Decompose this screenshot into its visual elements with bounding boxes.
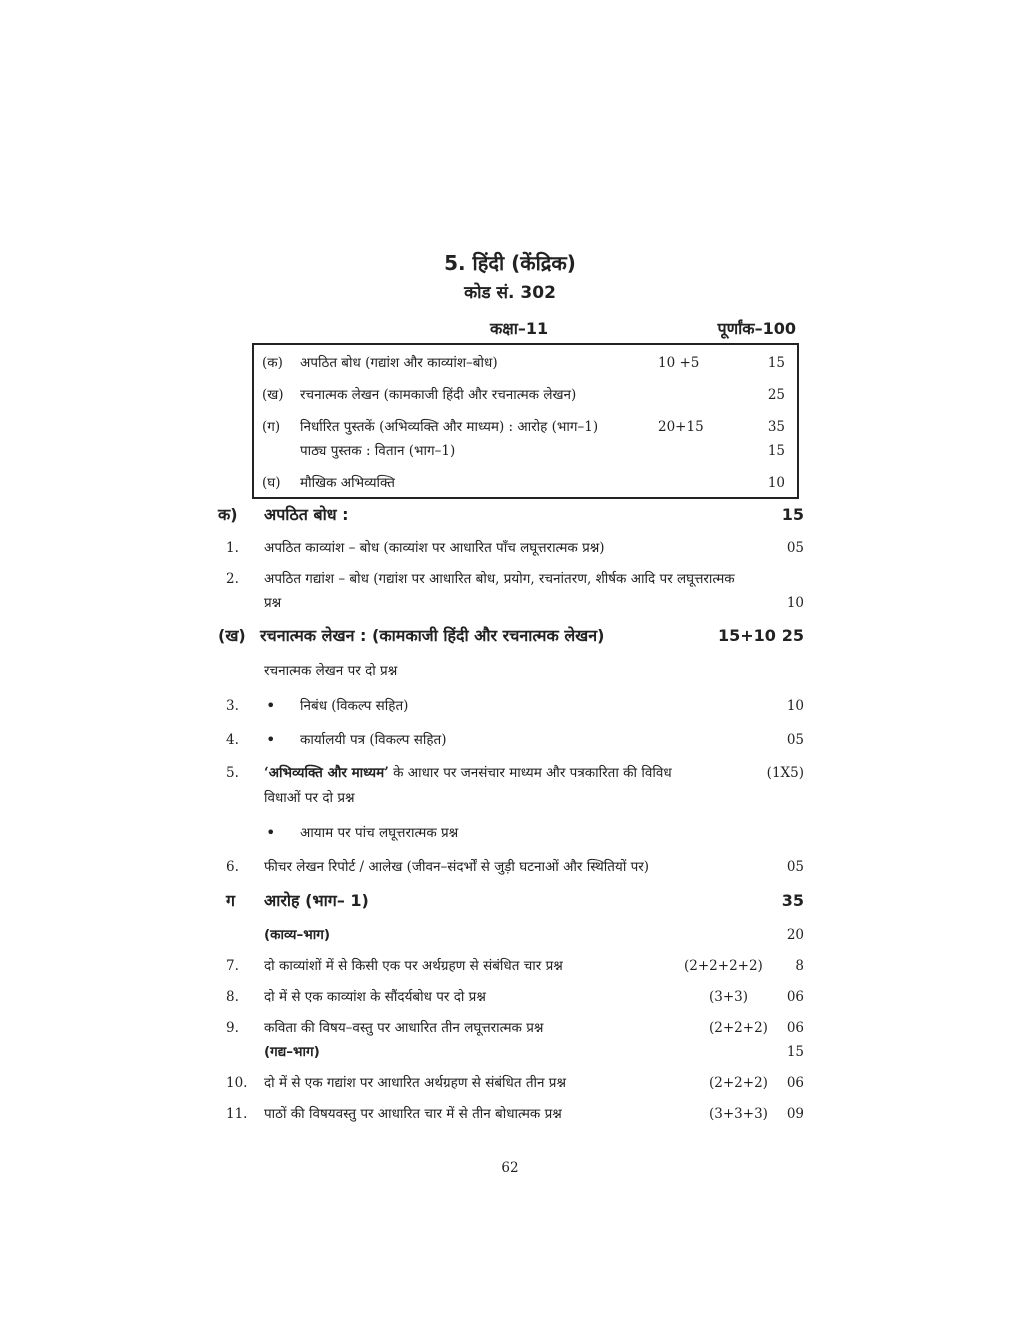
- section-label: ग: [226, 891, 236, 910]
- row-label: (ग): [262, 419, 281, 435]
- row-label: (क): [262, 355, 283, 371]
- row-text: रचनात्मक लेखन (कामकाजी हिंदी और रचनात्मक लेखन): [300, 387, 577, 403]
- q-num: 11.: [226, 1106, 248, 1122]
- section-marks: 25: [781, 626, 804, 645]
- row-marks: 10: [767, 475, 785, 491]
- q-marks: 8: [795, 958, 804, 974]
- q-marks: 06: [786, 989, 804, 1005]
- row-split: 20+15: [658, 419, 704, 435]
- q-num: 10.: [226, 1075, 248, 1091]
- summary-row: [0, 416, 1020, 438]
- q-marks: 09: [786, 1106, 804, 1122]
- total-marks: पूर्णांक–100: [717, 319, 796, 338]
- row-text: मौखिक अभिव्यक्ति: [300, 475, 395, 491]
- q-marks: 10: [786, 595, 804, 611]
- page-title: 5. हिंदी (केंद्रिक): [444, 251, 576, 275]
- q-marks: 06: [786, 1020, 804, 1036]
- q-num: 9.: [226, 1020, 239, 1036]
- q-text: दो में से एक काव्यांश के सौंदर्यबोध पर दो प्रश्न: [264, 989, 486, 1005]
- question-7: [0, 955, 1020, 977]
- question-2: [0, 568, 1020, 590]
- q-num: 6.: [226, 859, 239, 875]
- q-marks: 06: [786, 1075, 804, 1091]
- q-num: 5.: [226, 765, 239, 781]
- q-text: दो में से एक गद्यांश पर आधारित अर्थग्रहण से संबंधित तीन प्रश्न: [264, 1075, 567, 1091]
- summary-row: [0, 472, 1020, 494]
- q-text: फीचर लेखन रिपोर्ट / आलेख (जीवन–संदर्भों से जुड़ी घटनाओं और स्थितियों पर): [264, 859, 650, 875]
- q-bold-text: ‘अभिव्यक्ति और माध्यम’: [264, 765, 389, 781]
- row-marks: 15: [767, 355, 785, 371]
- row-label: (घ): [262, 475, 281, 491]
- row-text: निर्धारित पुस्तकें (अभिव्यक्ति और माध्यम) : आरोह (भाग–1): [300, 419, 599, 435]
- row-label: (ख): [262, 387, 284, 403]
- q-text: कविता की विषय–वस्तु पर आधारित तीन लघूत्तरात्मक प्रश्न: [264, 1020, 544, 1036]
- q-marks: 05: [786, 859, 804, 875]
- row-split: 10 +5: [658, 355, 700, 371]
- question-10: [0, 1072, 1020, 1094]
- q-num: 4.: [226, 732, 239, 748]
- section-label: (ख): [218, 626, 246, 645]
- q-text: निबंध (विकल्प सहित): [300, 698, 409, 714]
- q-marks: 05: [786, 732, 804, 748]
- q-split: (2+2+2+2): [684, 958, 763, 974]
- q-subpoint: आयाम पर पांच लघूत्तरात्मक प्रश्न: [300, 825, 459, 841]
- class-label: कक्षा–11: [490, 319, 549, 338]
- subsection-title: (गद्य–भाग): [264, 1044, 320, 1060]
- q-split: (2+2+2): [709, 1075, 768, 1091]
- q-text-cont: प्रश्न: [264, 595, 282, 611]
- summary-row: [0, 352, 1020, 374]
- row-marks: 25: [767, 387, 785, 403]
- q-split: (2+2+2): [709, 1020, 768, 1036]
- question-9: [0, 1017, 1020, 1039]
- q-num: 7.: [226, 958, 239, 974]
- section-marks: 35: [781, 891, 804, 910]
- row-marks: 15: [767, 443, 785, 459]
- q-text-cont: विधाओं पर दो प्रश्न: [264, 790, 355, 806]
- q-text: पाठों की विषयवस्तु पर आधारित चार में से तीन बोधात्मक प्रश्न: [264, 1106, 562, 1122]
- q-marks: 10: [786, 698, 804, 714]
- section-kha-heading: [0, 625, 1020, 647]
- row-text: पाठ्य पुस्तक : वितान (भाग–1): [300, 443, 456, 459]
- question-3: [0, 695, 1020, 717]
- section-title: अपठित बोध :: [264, 505, 349, 524]
- q-split: (3+3): [709, 989, 749, 1005]
- q-num: 3.: [226, 698, 239, 714]
- q-split: (3+3+3): [709, 1106, 768, 1122]
- bullet-icon: •: [266, 823, 276, 842]
- q-marks: 05: [786, 540, 804, 556]
- section-ga-heading: [0, 890, 1020, 912]
- question-8: [0, 986, 1020, 1008]
- summary-row: [0, 440, 1020, 462]
- summary-row: [0, 384, 1020, 406]
- section-title: रचनात्मक लेखन : (कामकाजी हिंदी और रचनात्मक लेखन): [260, 626, 605, 645]
- q-num: 8.: [226, 989, 239, 1005]
- question-1: [0, 537, 1020, 559]
- section-title: आरोह (भाग– 1): [264, 891, 369, 910]
- section-ka-heading: [0, 504, 1020, 526]
- question-11: [0, 1103, 1020, 1125]
- question-6: [0, 856, 1020, 878]
- subject-code: कोड सं. 302: [464, 283, 556, 303]
- row-marks: 35: [767, 419, 785, 435]
- q-marks: (1X5): [766, 765, 804, 781]
- q-num: 1.: [226, 540, 239, 556]
- bullet-icon: •: [266, 696, 276, 715]
- bullet-icon: •: [266, 730, 276, 749]
- question-4: [0, 729, 1020, 751]
- section-split: 15+10: [718, 626, 776, 645]
- subsection-marks: 15: [786, 1044, 804, 1060]
- question-5: [0, 762, 1020, 784]
- q-text: के आधार पर जनसंचार माध्यम और पत्रकारिता की विविध: [388, 765, 672, 781]
- subsection-marks: 20: [786, 927, 804, 943]
- q-text: कार्यालयी पत्र (विकल्प सहित): [300, 732, 447, 748]
- row-text: अपठित बोध (गद्यांश और काव्यांश–बोध): [300, 355, 498, 371]
- q-num: 2.: [226, 571, 239, 587]
- section-label: क): [218, 505, 238, 524]
- q-text: अपठित गद्यांश – बोध (गद्यांश पर आधारित बोध, प्रयोग, रचनांतरण, शीर्षक आदि पर लघूत्तरात्मक: [264, 571, 735, 587]
- section-intro: रचनात्मक लेखन पर दो प्रश्न: [264, 663, 398, 679]
- page-number: 62: [501, 1160, 519, 1176]
- section-marks: 15: [781, 505, 804, 524]
- q-text: दो काव्यांशों में से किसी एक पर अर्थग्रहण से संबंधित चार प्रश्न: [264, 958, 563, 974]
- q-text: अपठित काव्यांश – बोध (काव्यांश पर आधारित पाँच लघूत्तरात्मक प्रश्न): [264, 540, 605, 556]
- subsection-title: (काव्य–भाग): [264, 927, 330, 943]
